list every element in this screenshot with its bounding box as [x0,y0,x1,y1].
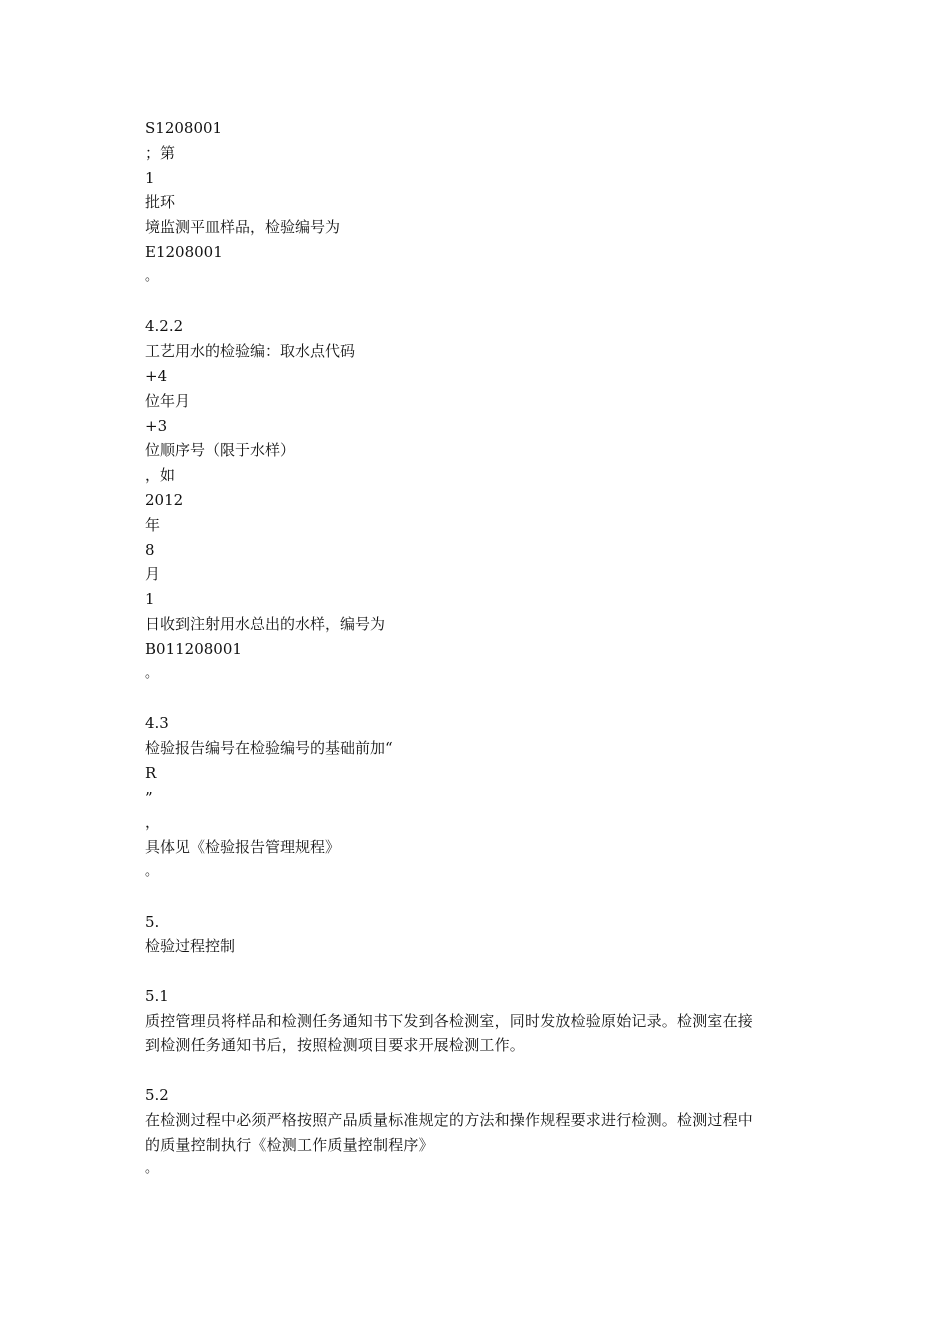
text-line: 位顺序号（限于水样） [145,441,296,460]
text-line: 2012 [145,490,184,509]
section-heading: 检验过程控制 [145,937,236,956]
section-number: 4.3 [145,714,169,733]
text-line: 。 [145,1161,159,1177]
blank-line [145,885,755,910]
section-number: 5. [145,912,160,931]
text-line: R [145,763,157,782]
text-line: 境监测平皿样品，检验编号为 [145,218,341,237]
paragraph: 质控管理员将样品和检测任务通知书下发到各检测室，同时发放检验原始记录。检测室在接到检测任务通知书后，按照检测项目要求开展检测工作。 [145,1011,754,1055]
text-line: 具体见《检验报告管理规程》 [145,838,341,857]
section-number: 5.1 [145,986,169,1005]
blank-line [145,959,755,984]
text-line: 批环 [145,193,176,212]
section-number: 4.2.2 [145,317,184,336]
text-line: 位年月 [145,391,191,410]
text-line: +4 [145,366,168,385]
text-line: 检验报告编号在检验编号的基础前加“ [145,738,393,757]
blank-line [145,1058,755,1083]
text-line: E1208001 [145,242,223,261]
text-line: 月 [145,565,161,584]
text-line: 1 [145,168,155,187]
text-line: 。 [145,863,159,879]
text-line: ， [145,813,161,832]
document-body [145,116,755,1182]
text-line: ，如 [145,466,176,485]
text-line: 年 [145,515,161,534]
text-line: 8 [145,540,155,559]
text-line: B011208001 [145,639,242,658]
text-line: 1 [145,590,155,609]
text-line: 日收到注射用水总出的水样，编号为 [145,614,386,633]
section-number: 5.2 [145,1086,169,1105]
blank-line [145,290,755,315]
paragraph: 在检测过程中必须严格按照产品质量标准规定的方法和操作规程要求进行检测。检测过程中的质量控制执行《检测工作质量控制程序》 [145,1110,754,1154]
text-line: +3 [145,416,168,435]
text-line: 。 [145,665,159,681]
text-line: 工艺用水的检验编：取水点代码 [145,342,356,361]
text-line: 。 [145,268,159,284]
text-line: S1208001 [145,119,223,137]
text-line: ” [145,788,153,807]
blank-line [145,686,755,711]
text-line: ；第 [145,143,176,162]
